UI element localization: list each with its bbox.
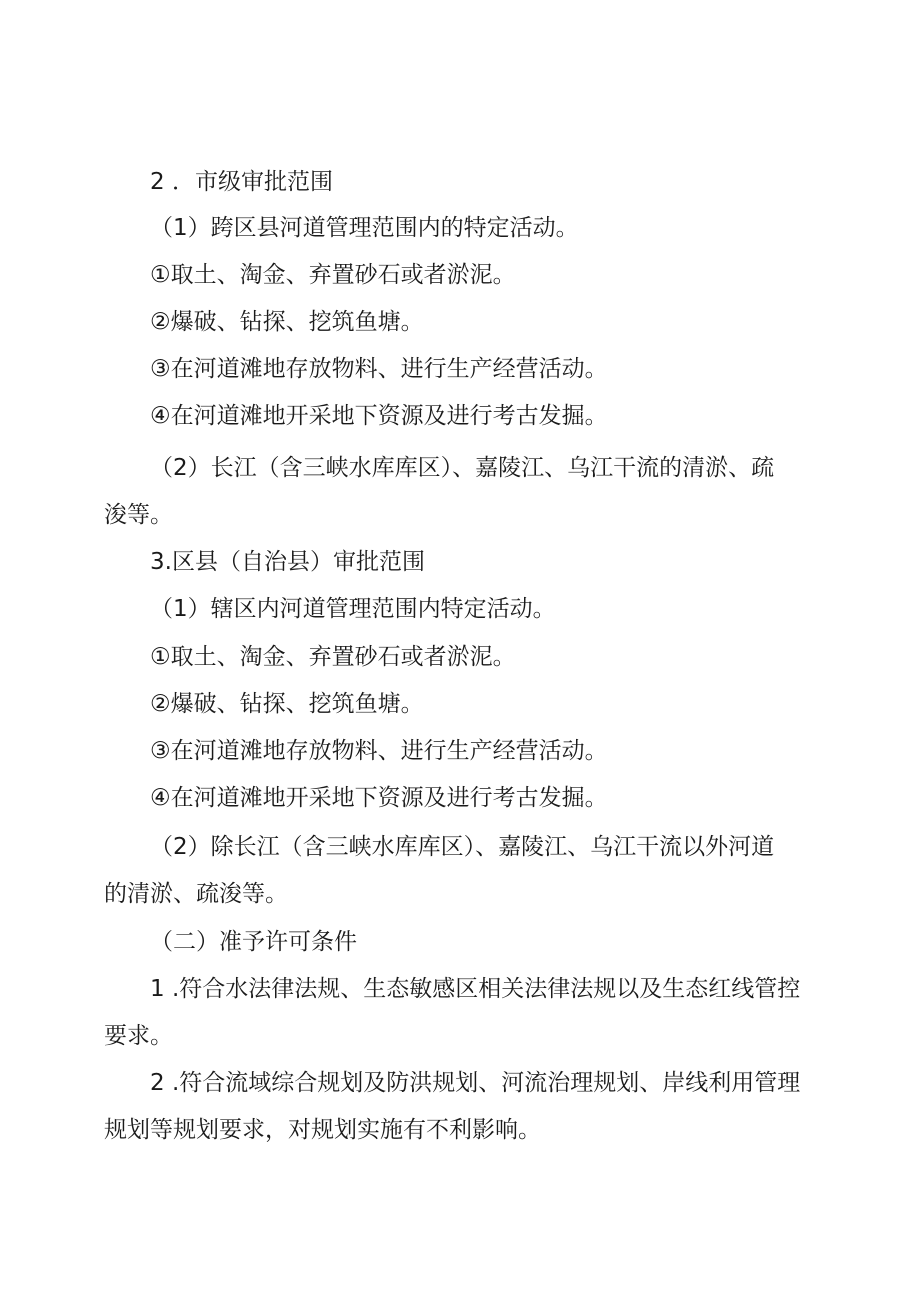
paragraph-line-continuation: 浚等。 xyxy=(104,502,173,528)
paragraph-line: 2 .符合流域综合规划及防洪规划、河流治理规划、岸线利用管理 xyxy=(150,1070,801,1096)
paragraph-line: （1）辖区内河道管理范围内特定活动。 xyxy=(150,596,556,622)
heading-city-approval-scope: 2 ．市级审批范围 xyxy=(150,169,333,195)
heading-approval-conditions: （二）准予许可条件 xyxy=(150,929,357,955)
paragraph-line-continuation: 规划等规划要求，对规划实施有不利影响。 xyxy=(104,1117,541,1143)
paragraph-line-continuation: 要求。 xyxy=(104,1023,173,1049)
list-item: ①取土、淘金、弃置砂石或者淤泥。 xyxy=(150,262,516,288)
paragraph-line: 1 .符合水法律法规、生态敏感区相关法律法规以及生态红线管控 xyxy=(150,976,801,1002)
list-item: ③在河道滩地存放物料、进行生产经营活动。 xyxy=(150,738,608,764)
list-item: ④在河道滩地开采地下资源及进行考古发掘。 xyxy=(150,785,608,811)
paragraph-line: （2）长江（含三峡水库库区）、嘉陵江、乌江干流的清淤、疏 xyxy=(150,455,775,481)
list-item: ③在河道滩地存放物料、进行生产经营活动。 xyxy=(150,356,608,382)
list-item: ④在河道滩地开采地下资源及进行考古发掘。 xyxy=(150,403,608,429)
paragraph-line-continuation: 的清淤、疏浚等。 xyxy=(104,881,288,907)
paragraph-line: （2）除长江（含三峡水库库区）、嘉陵江、乌江干流以外河道 xyxy=(150,834,775,860)
paragraph-line: （1）跨区县河道管理范围内的特定活动。 xyxy=(150,215,579,241)
heading-district-approval-scope: 3.区县（自治县）审批范围 xyxy=(150,549,425,575)
list-item: ①取土、淘金、弃置砂石或者淤泥。 xyxy=(150,644,516,670)
list-item: ②爆破、钻探、挖筑鱼塘。 xyxy=(150,309,424,335)
list-item: ②爆破、钻探、挖筑鱼塘。 xyxy=(150,691,424,717)
